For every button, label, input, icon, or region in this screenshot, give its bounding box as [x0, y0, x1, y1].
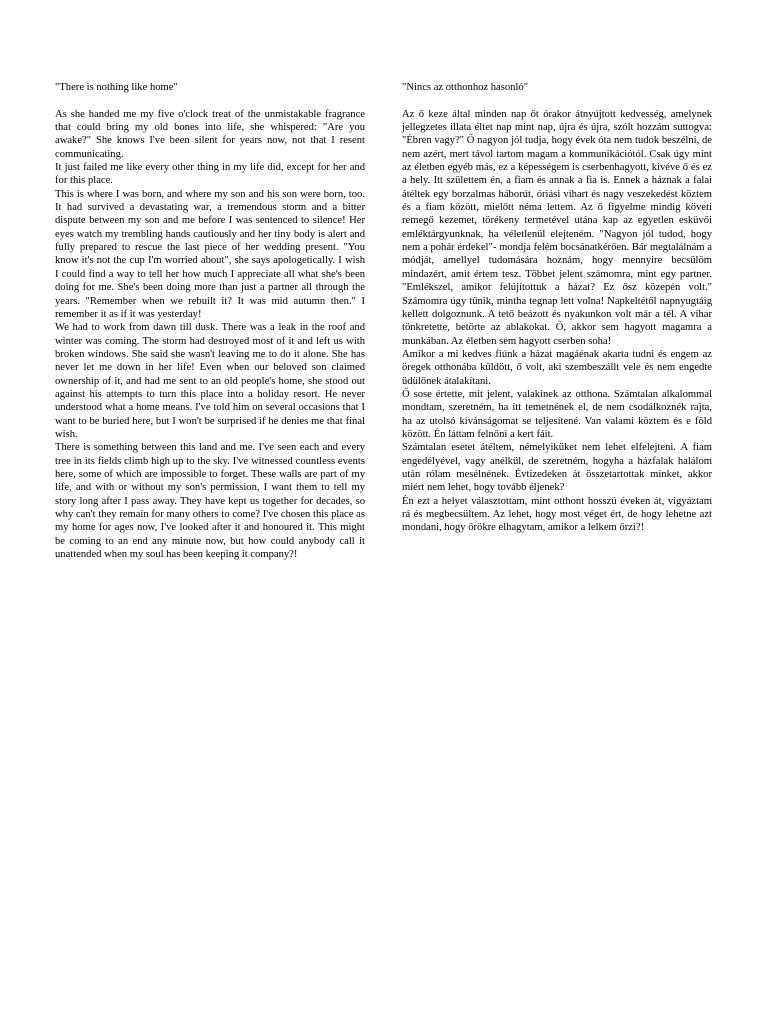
- hungarian-paragraph: Ő sose értette, mit jelent, valakinek az otthona. Számtalan alkalommal mondtam, szeretném, ha itt temetnének el, de nem csodálkoznék rajta, ha az utolsó kívánságomat se teljesítené. Van valami köztem és e föld között. Én láttam felnőni a kert fáit.: [402, 388, 712, 440]
- english-title: "There is nothing like home": [55, 82, 178, 93]
- english-paragraph: This is where I was born, and where my son and his son were born, too. It had survived a devastating war, a tremendous storm and a bitter dispute between my son and me before I was sentenced to silence! Her eyes watch my trembling hands cautiously and her tiny body is alert and fully prepared to rescue the last piece of her wedding present. "You know it's not the cup I'm worried about", she says apologetically. I wish I could find a way to tell her how much I appreciate all what she's been doing for me. She's been doing more than just a partner all through the years. "Remember when we rebuilt it? It was mid autumn then." I remember it as if it was yesterday!: [55, 188, 365, 320]
- english-paragraph: There is something between this land and me. I've seen each and every tree in its fields climb high up to the sky. I've witnessed countless events here, some of which are impossible to forget. These walls are part of my life, and with or without my son's permission, I want them to tell my story long after I pass away. They have kept us together for decades, so why can't they remain for many others to come? I've chosen this place as my home for ages now, I've looked after it and honoured it. This might be coming to an end any minute now, but how could anybody call it unattended when my soul has been keeping it company?!: [55, 442, 365, 561]
- hungarian-paragraph: Amikor a mi kedves fiúnk a házat magáénak akarta tudni és engem az öregek otthonába küldött, ő volt, aki szembeszállt vele és nem engedte üdülőnek átalakítani.: [402, 348, 712, 387]
- hungarian-title: "Nincs az otthonhoz hasonló": [402, 82, 529, 93]
- english-column: [55, 81, 365, 561]
- hungarian-paragraph: Az ő keze által minden nap öt órakor átnyújtott kedvesség, amelynek jellegzetes illata éltet nap mint nap, újra és újra, szólt hozzám suttogva: "Ébren vagy?" Ő nagyon jól tudja, hogy évek óta nem tudok beszélni, de nem azért, mert távol tartom magam a kommunikációtól. Csak úgy mint az életben egyéb más, ez a képességem is cserbenhagyott, kivéve ő és ez a hely. Itt születtem én, a fiam és annak a fia is. Ennek a háznak a falai átéltek egy borzalmas háborút, óriási vihart és nagy veszekedést köztem és a fiam között, mielőtt néma lettem. Az ő figyelme mindig követi remegő kezemet, törékeny termetével utána kap az egyetlen esküvői emléktárgyunknak, ha véletlenül elejteném. "Nagyon jól tudod, hogy nem a pohár érdekel"- mondja felém bocsánatkérően. Bár megtalálnám a módját, amellyel tudomására hoznám, hogy mennyire becsülöm mindazért, amit értem tesz. Többet jelent számomra, mint egy partner. "Emlékszel, amikor felújítottuk a házat? Ez ősz közepén volt." Számomra úgy tűnik, mintha tegnap lett volna! Napkeltétől napnyugtáig kellett dolgoznunk. A tető beázott és nyakunkon volt már a tél. A vihar tönkretette, betörte az ablakokat. Ő, akkor sem hagyott magamra a munkában. Az életben sem hagyott cserben soha!: [402, 108, 712, 347]
- hungarian-paragraph: Számtalan esetet átéltem, némelyiküket nem lehet elfelejteni. A fiam engedélyével, vagy anélkül, de szeretném, hogyha a házfalak halálom után rólam mesélnének. Évtizedeken át összetartottak minket, akkor miért nem lehet, hogy tovább éljenek?: [402, 442, 712, 494]
- english-paragraph: It just failed me like every other thing in my life did, except for her and for this place.: [55, 162, 365, 187]
- english-paragraph: We had to work from dawn till dusk. There was a leak in the roof and winter was coming. The storm had destroyed most of it and left us with broken windows. She said she wasn't leaving me to do it alone. She has never let me down in her life! Even when our beloved son claimed ownership of it, and had me sent to an old people's home, she stood out against his attempts to turn this place into a holiday resort. He never understood what a home means. I've told him on several occasions that I want to be buried here, but I won't be surprised if he denies me that final wish.: [55, 322, 365, 440]
- english-paragraph: As she handed me my five o'clock treat of the unmistakable fragrance that could bring my old bones into life, she whispered: "Are you awake?" She knows I've been silent for years now, not that I resent communicating.: [55, 108, 365, 160]
- hungarian-column: [402, 81, 712, 535]
- hungarian-paragraph: Én ezt a helyet választottam, mint otthont hosszú éveken át, vigyáztam rá és megbecsültem. Az lehet, hogy most véget ért, de hogy lehetne azt mondani, hogy örökre elhagytam, amikor a lelkem őrzi?!: [402, 495, 712, 534]
